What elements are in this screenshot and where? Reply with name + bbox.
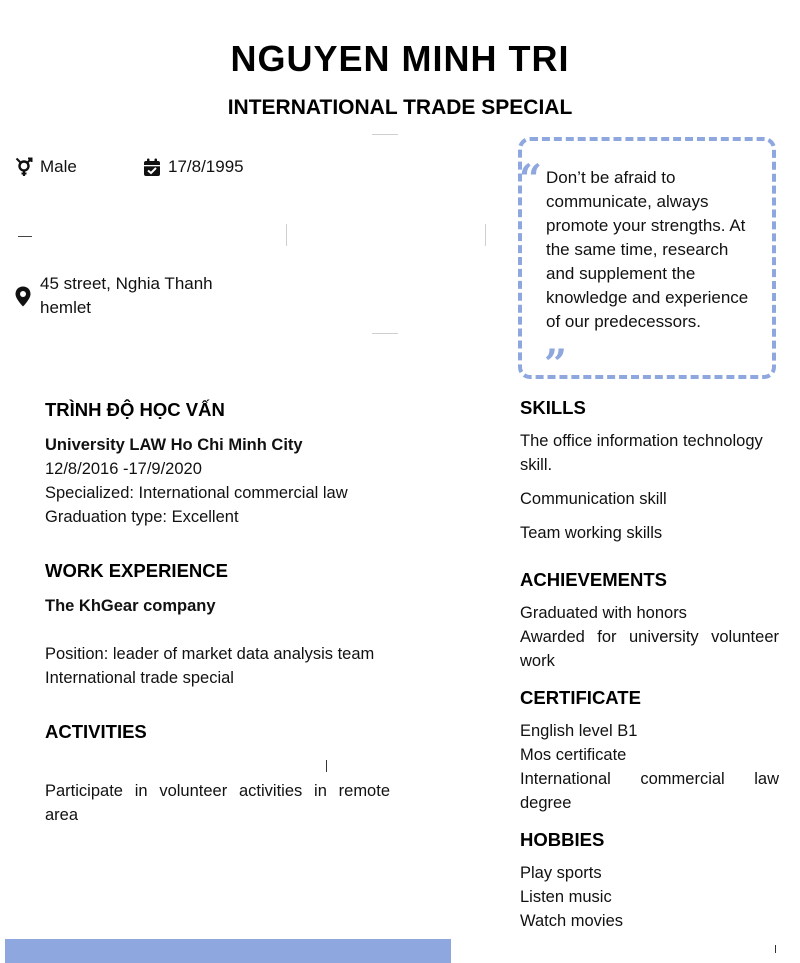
gender-value: Male bbox=[40, 157, 77, 176]
quote-text: Don’t be afraid to communicate, always promote your strengths. At the same time, research and supplement the knowledge and experience of our predecessors. bbox=[546, 168, 749, 331]
birthday-value: 17/8/1995 bbox=[168, 157, 244, 176]
activity-item: Participate in volunteer activities in remote area bbox=[45, 782, 390, 824]
specialization: Specialized: International commercial law bbox=[45, 484, 348, 502]
skill-item: The office information technology skill. bbox=[520, 432, 763, 474]
divider bbox=[775, 945, 776, 953]
hobby-item: Listen music bbox=[520, 888, 612, 906]
achievement-item: Awarded for university volunteer work bbox=[520, 628, 779, 670]
footer-accent-bar bbox=[5, 939, 451, 963]
certificate-item: English level B1 bbox=[520, 722, 638, 740]
skills-title: SKILLS bbox=[520, 397, 586, 418]
open-quote-icon: “ bbox=[519, 156, 543, 203]
study-period: 12/8/2016 -17/9/2020 bbox=[45, 460, 202, 478]
person-name: NGUYEN MINH TRI bbox=[230, 38, 570, 79]
location-pin-icon bbox=[15, 286, 31, 307]
certificate-item: International commercial law degree bbox=[520, 770, 779, 812]
certificate-title: CERTIFICATE bbox=[520, 687, 641, 708]
hobby-item: Watch movies bbox=[520, 912, 623, 930]
divider bbox=[286, 224, 287, 246]
certificate-item: Mos certificate bbox=[520, 746, 627, 764]
divider bbox=[18, 236, 32, 237]
job-position: Position: leader of market data analysis team bbox=[45, 645, 375, 663]
graduation-type: Graduation type: Excellent bbox=[45, 508, 239, 526]
divider bbox=[372, 134, 398, 135]
divider bbox=[485, 224, 486, 246]
achievement-item: Graduated with honors bbox=[520, 604, 687, 622]
achievements-title: ACHIEVEMENTS bbox=[520, 569, 667, 590]
divider bbox=[372, 333, 398, 334]
education-title: TRÌNH ĐỘ HỌC VẤN bbox=[45, 399, 225, 420]
hobby-item: Play sports bbox=[520, 864, 602, 882]
job-role: International trade special bbox=[45, 669, 234, 687]
skill-item: Communication skill bbox=[520, 490, 667, 508]
job-title: INTERNATIONAL TRADE SPECIAL bbox=[227, 96, 573, 119]
school-name: University LAW Ho Chi Minh City bbox=[45, 436, 303, 454]
divider bbox=[326, 760, 327, 772]
hobbies-title: HOBBIES bbox=[520, 829, 605, 850]
address-value: 45 street, Nghia Thanh hemlet bbox=[40, 274, 213, 317]
experience-title: WORK EXPERIENCE bbox=[45, 560, 228, 581]
company-name: The KhGear company bbox=[45, 597, 216, 615]
calendar-icon bbox=[143, 158, 161, 177]
close-quote-icon: ” bbox=[544, 341, 568, 388]
skill-item: Team working skills bbox=[520, 524, 663, 542]
activities-title: ACTIVITIES bbox=[45, 721, 147, 742]
gender-icon bbox=[14, 157, 34, 177]
